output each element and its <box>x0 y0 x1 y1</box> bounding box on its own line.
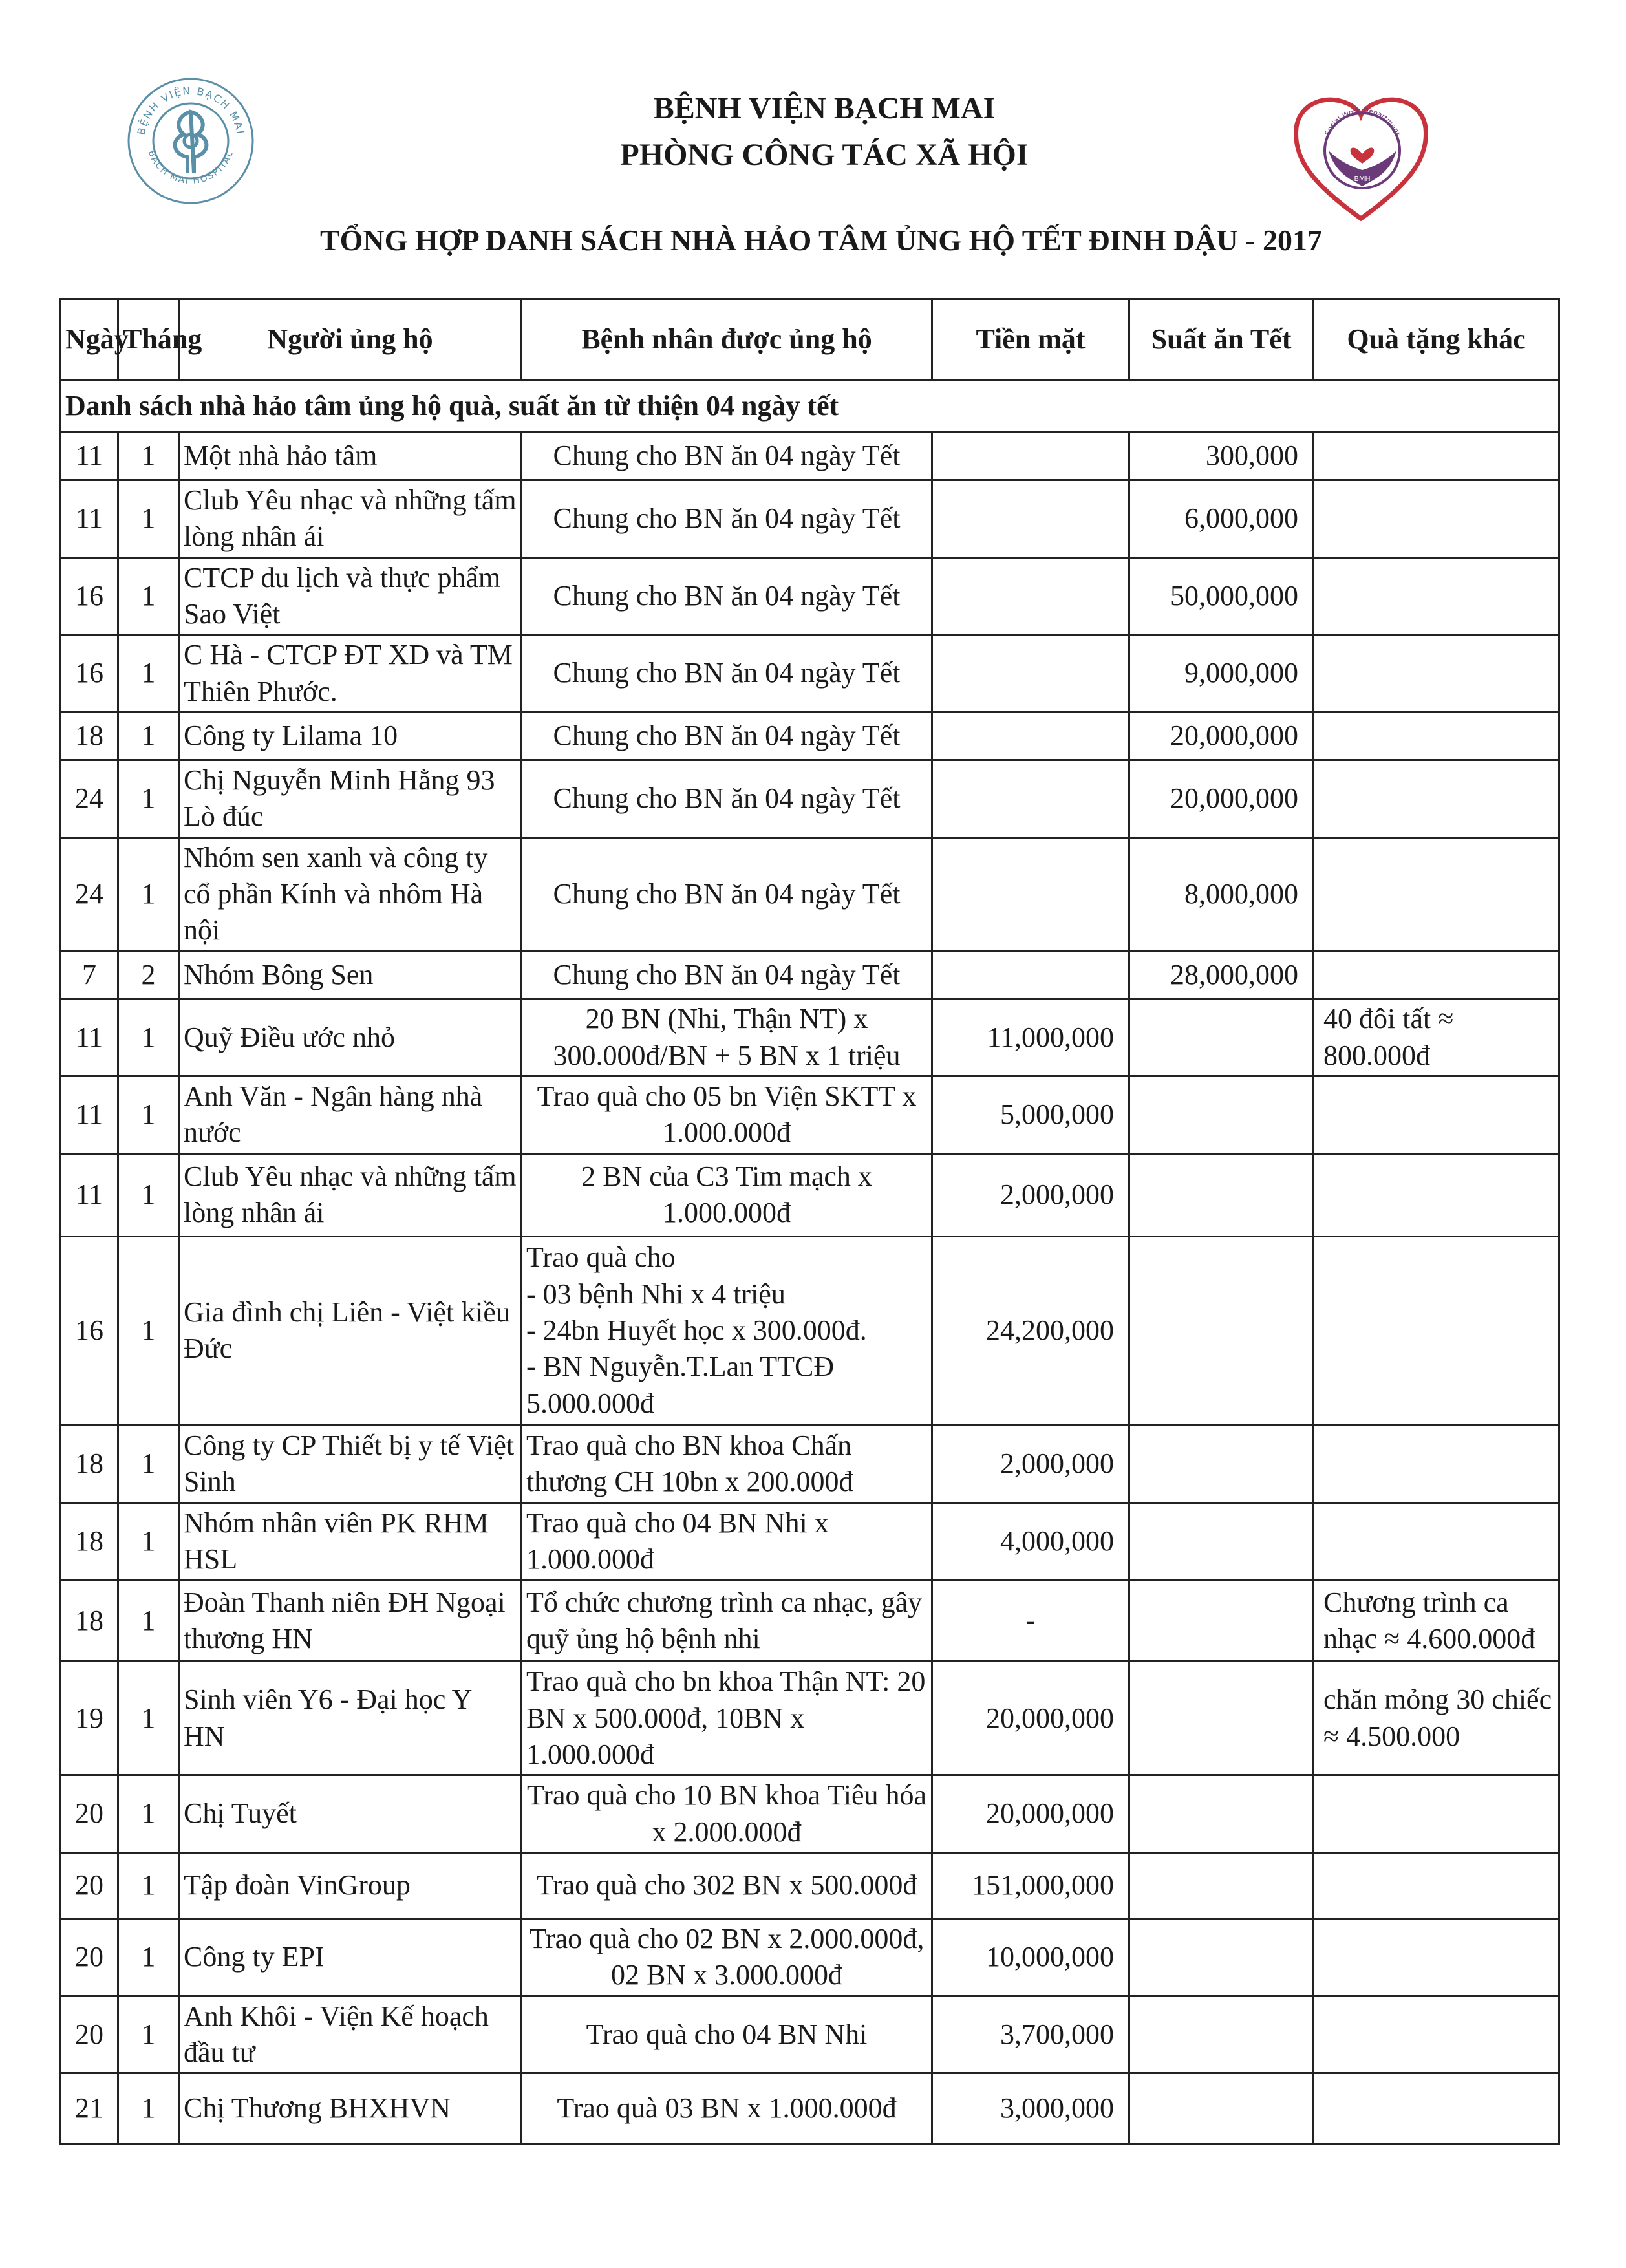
cell-patient: Chung cho BN ăn 04 ngày Tết <box>522 635 932 712</box>
table-row <box>61 1153 1559 1236</box>
cell-cash <box>932 760 1129 837</box>
cell-donor: Anh Văn - Ngân hàng nhà nước <box>179 1076 522 1154</box>
cell-meal <box>1129 1236 1314 1425</box>
cell-cash <box>932 837 1129 951</box>
cell-day: 11 <box>61 1076 118 1154</box>
cell-gift <box>1314 712 1559 760</box>
col-gift: Quà tặng khác <box>1314 299 1559 380</box>
cell-day: 11 <box>61 480 118 558</box>
table-row <box>61 999 1559 1076</box>
cell-patient: Trao quà cho 04 BN Nhi x 1.000.000đ <box>522 1503 932 1580</box>
col-meal: Suất ăn Tết <box>1129 299 1314 380</box>
cell-month: 1 <box>118 837 179 951</box>
table-row <box>61 557 1559 635</box>
cell-gift <box>1314 2073 1559 2145</box>
cell-meal <box>1129 1775 1314 1853</box>
cell-gift <box>1314 837 1559 951</box>
cell-patient: Chung cho BN ăn 04 ngày Tết <box>522 951 932 999</box>
table-row <box>61 1236 1559 1425</box>
cell-meal <box>1129 1503 1314 1580</box>
cell-cash: 20,000,000 <box>932 1775 1129 1853</box>
cell-meal <box>1129 1076 1314 1154</box>
cell-gift <box>1314 1425 1559 1503</box>
cell-patient: Trao quà cho 05 bn Viện SKTT x 1.000.000đ <box>522 1076 932 1154</box>
table-row <box>61 433 1559 480</box>
cell-day: 24 <box>61 760 118 837</box>
table-row <box>61 760 1559 837</box>
cell-gift <box>1314 1503 1559 1580</box>
cell-donor: Club Yêu nhạc và những tấm lòng nhân ái <box>179 480 522 558</box>
cell-patient: Chung cho BN ăn 04 ngày Tết <box>522 760 932 837</box>
cell-day: 20 <box>61 1775 118 1853</box>
cell-gift <box>1314 557 1559 635</box>
cell-donor: Đoàn Thanh niên ĐH Ngoại thương HN <box>179 1580 522 1662</box>
cell-patient: Tổ chức chương trình ca nhạc, gây quỹ ủng hộ bệnh nhi <box>522 1580 932 1662</box>
cell-patient: Trao quà cho 302 BN x 500.000đ <box>522 1852 932 1918</box>
cell-patient: Chung cho BN ăn 04 ngày Tết <box>522 433 932 480</box>
cell-meal: 8,000,000 <box>1129 837 1314 951</box>
cell-donor: Quỹ Điều ước nhỏ <box>179 999 522 1076</box>
section-title: Danh sách nhà hảo tâm ủng hộ quà, suất ăn từ thiện 04 ngày tết <box>61 380 1559 433</box>
cell-day: 11 <box>61 1153 118 1236</box>
table-row <box>61 1503 1559 1580</box>
cell-donor: Anh Khôi - Viện Kế hoạch đầu tư <box>179 1996 522 2073</box>
cell-patient: Chung cho BN ăn 04 ngày Tết <box>522 837 932 951</box>
cell-month: 1 <box>118 1996 179 2073</box>
cell-patient: Trao quà cho 02 BN x 2.000.000đ, 02 BN x 3.000.000đ <box>522 1918 932 1996</box>
cell-month: 1 <box>118 999 179 1076</box>
cell-month: 1 <box>118 480 179 558</box>
table-row <box>61 1076 1559 1154</box>
col-cash: Tiền mặt <box>932 299 1129 380</box>
cell-day: 21 <box>61 2073 118 2145</box>
cell-cash <box>932 557 1129 635</box>
cell-month: 1 <box>118 1580 179 1662</box>
svg-text:BỆNH VIỆN BẠCH MAI: BỆNH VIỆN BẠCH MAI <box>134 84 247 136</box>
table-row <box>61 837 1559 951</box>
table-row <box>61 2073 1559 2145</box>
hospital-name: BỆNH VIỆN BẠCH MAI <box>653 91 996 125</box>
table-row <box>61 712 1559 760</box>
svg-text:BMH: BMH <box>1354 175 1371 183</box>
cell-donor: Tập đoàn VinGroup <box>179 1852 522 1918</box>
cell-gift <box>1314 1996 1559 2073</box>
cell-day: 11 <box>61 999 118 1076</box>
cell-month: 1 <box>118 2073 179 2145</box>
cell-month: 1 <box>118 1236 179 1425</box>
table-row <box>61 1852 1559 1918</box>
col-patient: Bệnh nhân được ủng hộ <box>522 299 932 380</box>
cell-month: 1 <box>118 1775 179 1853</box>
cell-day: 18 <box>61 1580 118 1662</box>
table-row <box>61 480 1559 558</box>
cell-gift <box>1314 951 1559 999</box>
cell-gift: Chương trình ca nhạc ≈ 4.600.000đ <box>1314 1580 1559 1662</box>
cell-gift <box>1314 1236 1559 1425</box>
cell-cash: 151,000,000 <box>932 1852 1129 1918</box>
cell-patient: Trao quà 03 BN x 1.000.000đ <box>522 2073 932 2145</box>
svg-text:BACH MAI HOSPITAL: BACH MAI HOSPITAL <box>145 149 236 187</box>
cell-patient: 2 BN của C3 Tim mạch x 1.000.000đ <box>522 1153 932 1236</box>
cell-donor: Chị Tuyết <box>179 1775 522 1853</box>
table-row <box>61 1996 1559 2073</box>
cell-patient: Chung cho BN ăn 04 ngày Tết <box>522 557 932 635</box>
cell-meal: 300,000 <box>1129 433 1314 480</box>
col-month: Tháng <box>118 299 179 380</box>
cell-day: 18 <box>61 712 118 760</box>
cell-day: 7 <box>61 951 118 999</box>
cell-day: 18 <box>61 1503 118 1580</box>
col-day: Ngày <box>61 299 118 380</box>
cell-month: 1 <box>118 635 179 712</box>
cell-gift <box>1314 635 1559 712</box>
cell-gift <box>1314 760 1559 837</box>
cell-cash <box>932 712 1129 760</box>
table-row <box>61 635 1559 712</box>
col-donor: Người ủng hộ <box>179 299 522 380</box>
cell-day: 20 <box>61 1918 118 1996</box>
cell-meal <box>1129 1580 1314 1662</box>
cell-day: 18 <box>61 1425 118 1503</box>
cell-donor: Nhóm Bông Sen <box>179 951 522 999</box>
cell-cash: 4,000,000 <box>932 1503 1129 1580</box>
cell-donor: Chị Nguyễn Minh Hằng 93 Lò đúc <box>179 760 522 837</box>
cell-meal <box>1129 1425 1314 1503</box>
cell-meal <box>1129 1852 1314 1918</box>
cell-cash: 24,200,000 <box>932 1236 1129 1425</box>
cell-cash: 10,000,000 <box>932 1918 1129 1996</box>
cell-month: 1 <box>118 1918 179 1996</box>
cell-donor: Nhóm nhân viên PK RHM HSL <box>179 1503 522 1580</box>
table-row <box>61 1425 1559 1503</box>
cell-cash <box>932 951 1129 999</box>
cell-cash: - <box>932 1580 1129 1662</box>
cell-month: 1 <box>118 1503 179 1580</box>
table-row <box>61 1580 1559 1662</box>
cell-cash: 5,000,000 <box>932 1076 1129 1154</box>
cell-month: 1 <box>118 712 179 760</box>
cell-meal <box>1129 1996 1314 2073</box>
table-row <box>61 951 1559 999</box>
svg-text:Social Work Department: Social Work Department <box>1323 106 1402 137</box>
cell-meal: 6,000,000 <box>1129 480 1314 558</box>
cell-month: 1 <box>118 433 179 480</box>
cell-donor: CTCP du lịch và thực phẩm Sao Việt <box>179 557 522 635</box>
cell-month: 1 <box>118 1076 179 1154</box>
cell-cash: 11,000,000 <box>932 999 1129 1076</box>
table-header-row <box>61 299 1559 380</box>
cell-donor: Nhóm sen xanh và công ty cổ phần Kính và nhôm Hà nội <box>179 837 522 951</box>
cell-cash: 2,000,000 <box>932 1425 1129 1503</box>
cell-patient: Trao quà cho 04 BN Nhi <box>522 1996 932 2073</box>
cell-cash <box>932 433 1129 480</box>
cell-meal: 28,000,000 <box>1129 951 1314 999</box>
cell-donor: Công ty CP Thiết bị y tế Việt Sinh <box>179 1425 522 1503</box>
cell-donor: Công ty EPI <box>179 1918 522 1996</box>
cell-cash <box>932 480 1129 558</box>
cell-cash <box>932 635 1129 712</box>
cell-month: 1 <box>118 557 179 635</box>
table-row <box>61 1775 1559 1853</box>
cell-cash: 20,000,000 <box>932 1662 1129 1775</box>
cell-donor: Công ty Lilama 10 <box>179 712 522 760</box>
cell-donor: Chị Thương BHXHVN <box>179 2073 522 2145</box>
cell-month: 1 <box>118 1852 179 1918</box>
cell-meal: 9,000,000 <box>1129 635 1314 712</box>
cell-gift <box>1314 1775 1559 1853</box>
cell-patient: Trao quà cho BN khoa Chấn thương CH 10bn x 200.000đ <box>522 1425 932 1503</box>
cell-patient: Trao quà cho - 03 bệnh Nhi x 4 triệu - 24bn Huyết học x 300.000đ. - BN Nguyễn.T.Lan TTCĐ 5.000.000đ <box>522 1236 932 1425</box>
cell-meal: 20,000,000 <box>1129 760 1314 837</box>
cell-gift <box>1314 1153 1559 1236</box>
cell-donor: Gia đình chị Liên - Việt kiều Đức <box>179 1236 522 1425</box>
cell-month: 1 <box>118 1425 179 1503</box>
cell-donor: Club Yêu nhạc và những tấm lòng nhân ái <box>179 1153 522 1236</box>
cell-meal: 50,000,000 <box>1129 557 1314 635</box>
cell-day: 16 <box>61 635 118 712</box>
cell-day: 16 <box>61 1236 118 1425</box>
cell-meal <box>1129 999 1314 1076</box>
cell-day: 11 <box>61 433 118 480</box>
cell-donor: Một nhà hảo tâm <box>179 433 522 480</box>
cell-cash: 3,700,000 <box>932 1996 1129 2073</box>
cell-patient: Trao quà cho bn khoa Thận NT: 20 BN x 500.000đ, 10BN x 1.000.000đ <box>522 1662 932 1775</box>
cell-patient: Chung cho BN ăn 04 ngày Tết <box>522 480 932 558</box>
cell-meal <box>1129 1153 1314 1236</box>
cell-meal <box>1129 2073 1314 2145</box>
cell-month: 2 <box>118 951 179 999</box>
cell-gift <box>1314 1918 1559 1996</box>
cell-month: 1 <box>118 1153 179 1236</box>
cell-day: 16 <box>61 557 118 635</box>
cell-meal: 20,000,000 <box>1129 712 1314 760</box>
cell-gift: 40 đôi tất ≈ 800.000đ <box>1314 999 1559 1076</box>
page-title: TỔNG HỢP DANH SÁCH NHÀ HẢO TÂM ỦNG HỘ TẾT ĐINH DẬU - 2017 <box>319 224 1323 257</box>
cell-cash: 3,000,000 <box>932 2073 1129 2145</box>
donor-table <box>59 298 1560 2145</box>
cell-gift <box>1314 1076 1559 1154</box>
cell-donor: C Hà - CTCP ĐT XD và TM Thiên Phước. <box>179 635 522 712</box>
cell-day: 20 <box>61 1996 118 2073</box>
department-name: PHÒNG CÔNG TÁC XÃ HỘI <box>620 138 1029 172</box>
cell-patient: Trao quà cho 10 BN khoa Tiêu hóa x 2.000.000đ <box>522 1775 932 1853</box>
cell-patient: 20 BN (Nhi, Thận NT) x 300.000đ/BN + 5 BN x 1 triệu <box>522 999 932 1076</box>
cell-gift: chăn mỏng 30 chiếc ≈ 4.500.000 <box>1314 1662 1559 1775</box>
cell-day: 24 <box>61 837 118 951</box>
cell-meal <box>1129 1662 1314 1775</box>
cell-patient: Chung cho BN ăn 04 ngày Tết <box>522 712 932 760</box>
cell-donor: Sinh viên Y6 - Đại học Y HN <box>179 1662 522 1775</box>
table-row <box>61 1662 1559 1775</box>
cell-meal <box>1129 1918 1314 1996</box>
cell-cash: 2,000,000 <box>932 1153 1129 1236</box>
section-row <box>61 380 1559 433</box>
cell-gift <box>1314 480 1559 558</box>
cell-gift <box>1314 433 1559 480</box>
cell-month: 1 <box>118 760 179 837</box>
cell-gift <box>1314 1852 1559 1918</box>
cell-day: 19 <box>61 1662 118 1775</box>
cell-month: 1 <box>118 1662 179 1775</box>
table-row <box>61 1918 1559 1996</box>
cell-day: 20 <box>61 1852 118 1918</box>
